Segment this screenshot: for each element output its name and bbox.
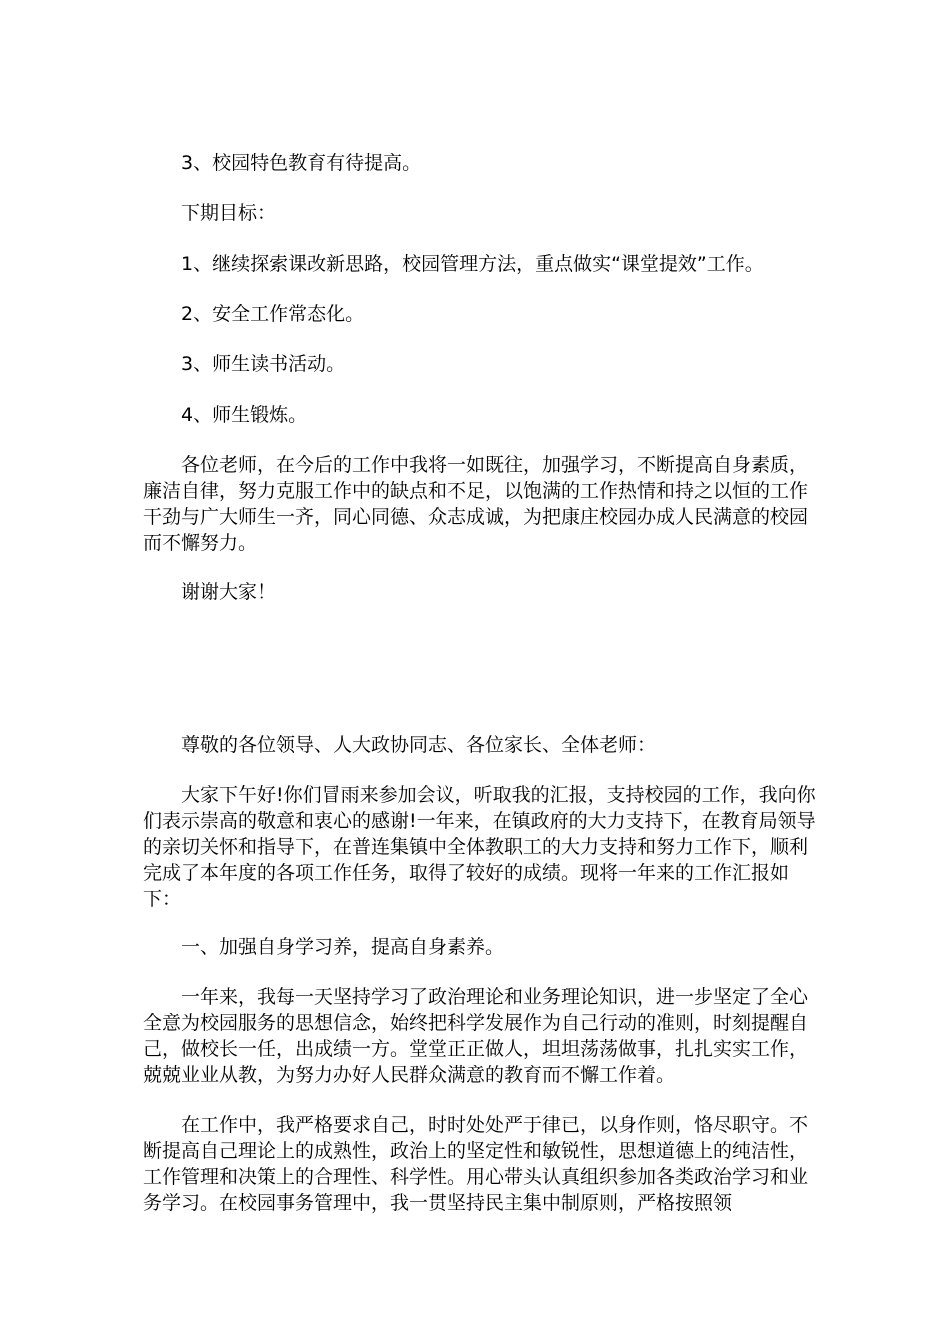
thanks-text: 谢谢大家！ [181, 581, 277, 603]
goal-item-4: 4、师生锻炼。 [181, 404, 308, 426]
section-1-paragraph-2: 在工作中，我严格要求自己，时时处处严于律已，以身作则，恪尽职守。不断提高自己理论上的成熟性，政治上的坚定性和敏锐性，思想道德上的纯洁性，工作管理和决策上的合理性、科学性。用心带头认真组织参加各类政治学习和业务学习。在校园事务管理中，我一贯坚持民主集中制原则，严格按照领 [143, 1114, 809, 1214]
goal-item-3: 3、师生读书活动。 [181, 353, 346, 375]
section-1-heading: 一、加强自身学习养，提高自身素养。 [181, 936, 505, 958]
goal-item-2: 2、安全工作常态化。 [181, 303, 365, 325]
goal-item-1: 1、继续探索课改新思路，校园管理方法，重点做实“课堂提效”工作。 [181, 253, 764, 275]
closing-paragraph: 各位老师，在今后的工作中我将一如既往，加强学习，不断提高自身素质，廉洁自律，努力克服工作中的缺点和不足，以饱满的工作热情和持之以恒的工作干劲与广大师生一齐，同心同德、众志成诚，为把康庄校园办成人民满意的校园而不懈努力。 [143, 454, 809, 554]
next-goals-heading: 下期目标： [181, 202, 277, 224]
intro-paragraph: 大家下午好!你们冒雨来参加会议，听取我的汇报，支持校园的工作，我向你们表示崇高的敬意和衷心的感谢!一年来，在镇政府的大力支持下，在教育局领导的亲切关怀和指导下，在普连集镇中全体教职工的大力支持和努力工作下，顺利完成了本年度的各项工作任务，取得了较好的成绩。现将一年来的工作汇报如下： [143, 784, 816, 910]
section-1-paragraph-1: 一年来，我每一天坚持学习了政治理论和业务理论知识，进一步坚定了全心全意为校园服务的思想信念，始终把科学发展作为自己行动的准则，时刻提醒自己，做校长一任，出成绩一方。堂堂正正做人，坦坦荡荡做事，扎扎实实工作，兢兢业业从教，为努力办好人民群众满意的教育而不懈工作着。 [143, 986, 809, 1086]
salutation: 尊敬的各位领导、人大政协同志、各位家长、全体老师： [181, 734, 657, 756]
item-3-text: 3、校园特色教育有待提高。 [181, 152, 422, 174]
